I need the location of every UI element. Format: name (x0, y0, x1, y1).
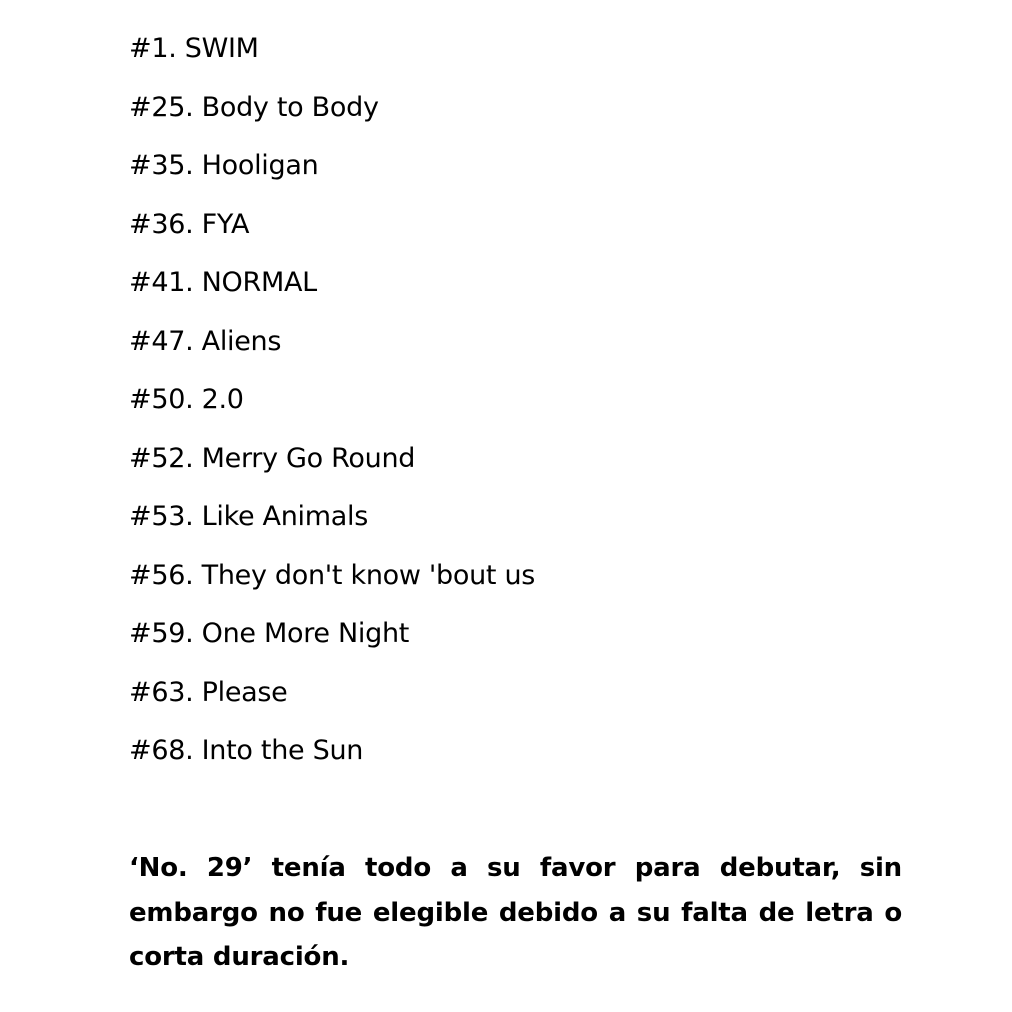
footnote-paragraph: ‘No. 29’ tenía todo a su favor para debutar, sin embargo no fue elegible debido a su falta de letra o corta duración. (129, 853, 902, 972)
list-item: #41. NORMAL (129, 267, 317, 298)
list-item: #59. One More Night (129, 618, 410, 649)
list-item: #36. FYA (129, 208, 250, 240)
list-item: #47. Aliens (129, 325, 282, 357)
list-item: #50. 2.0 (129, 384, 244, 415)
list-item: #68. Into the Sun (129, 735, 364, 766)
list-item: #52. Merry Go Round (129, 442, 416, 474)
list-item: #56. They don't know 'bout us (129, 559, 536, 591)
list-item: #53. Like Animals (129, 501, 368, 532)
list-item: #35. Hooligan (129, 150, 319, 181)
list-item: #25. Body to Body (129, 91, 379, 123)
song-list (129, 28, 535, 789)
list-item: #63. Please (129, 676, 288, 708)
list-item: #1. SWIM (129, 33, 259, 64)
